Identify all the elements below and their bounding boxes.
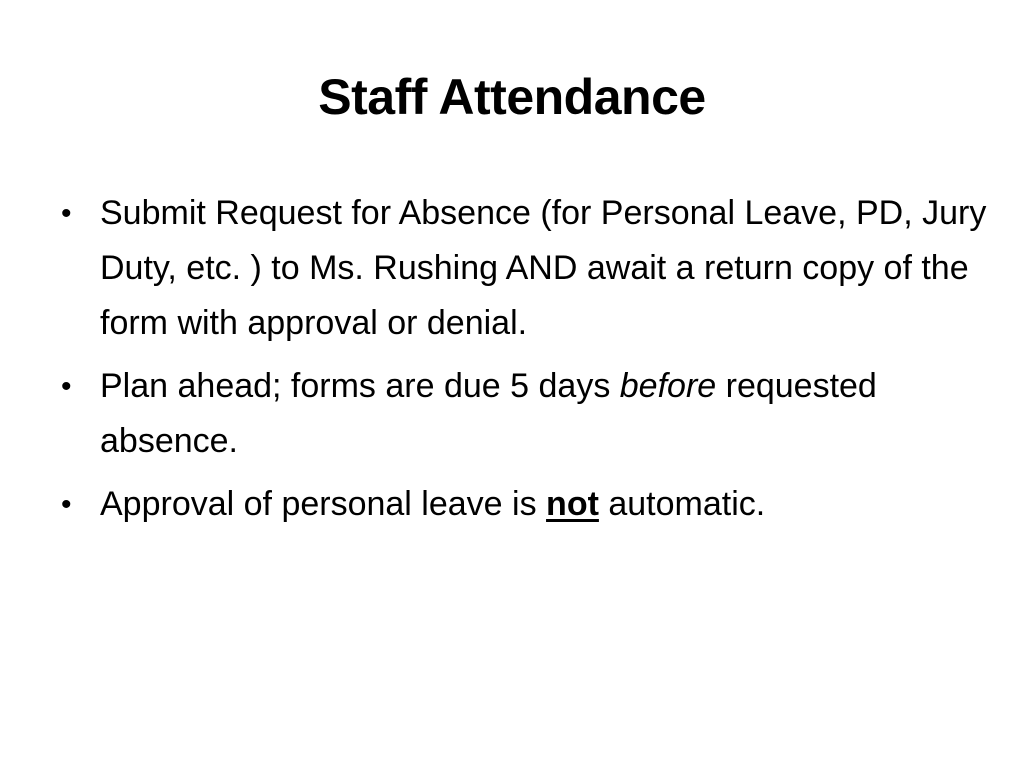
emphasis-before: before (619, 367, 717, 405)
bullet-list (57, 186, 987, 540)
bullet-item-plan-ahead (57, 359, 987, 469)
bullet-text-after: requested absence. (100, 367, 877, 460)
emphasis-not: not (546, 485, 599, 523)
bullet-item-absence-request (57, 186, 987, 351)
bullet-text-after: automatic. (598, 485, 766, 523)
bullet-icon: • (61, 488, 72, 521)
bullet-text: Submit Request for Absence (for Personal Leave, PD, Jury Duty, etc. ) to Ms. Rushing AND await a return copy of the form with approval or denial. (100, 194, 987, 342)
bullet-text (100, 359, 987, 469)
bullet-text-before: Plan ahead; forms are due 5 days (100, 367, 620, 405)
bullet-item-approval (57, 477, 987, 532)
bullet-text (100, 477, 987, 532)
slide-title: Staff Attendance (318, 69, 706, 125)
bullet-icon: • (61, 197, 72, 230)
bullet-text-before: Approval of personal leave is (100, 485, 547, 523)
bullet-icon: • (61, 370, 72, 403)
